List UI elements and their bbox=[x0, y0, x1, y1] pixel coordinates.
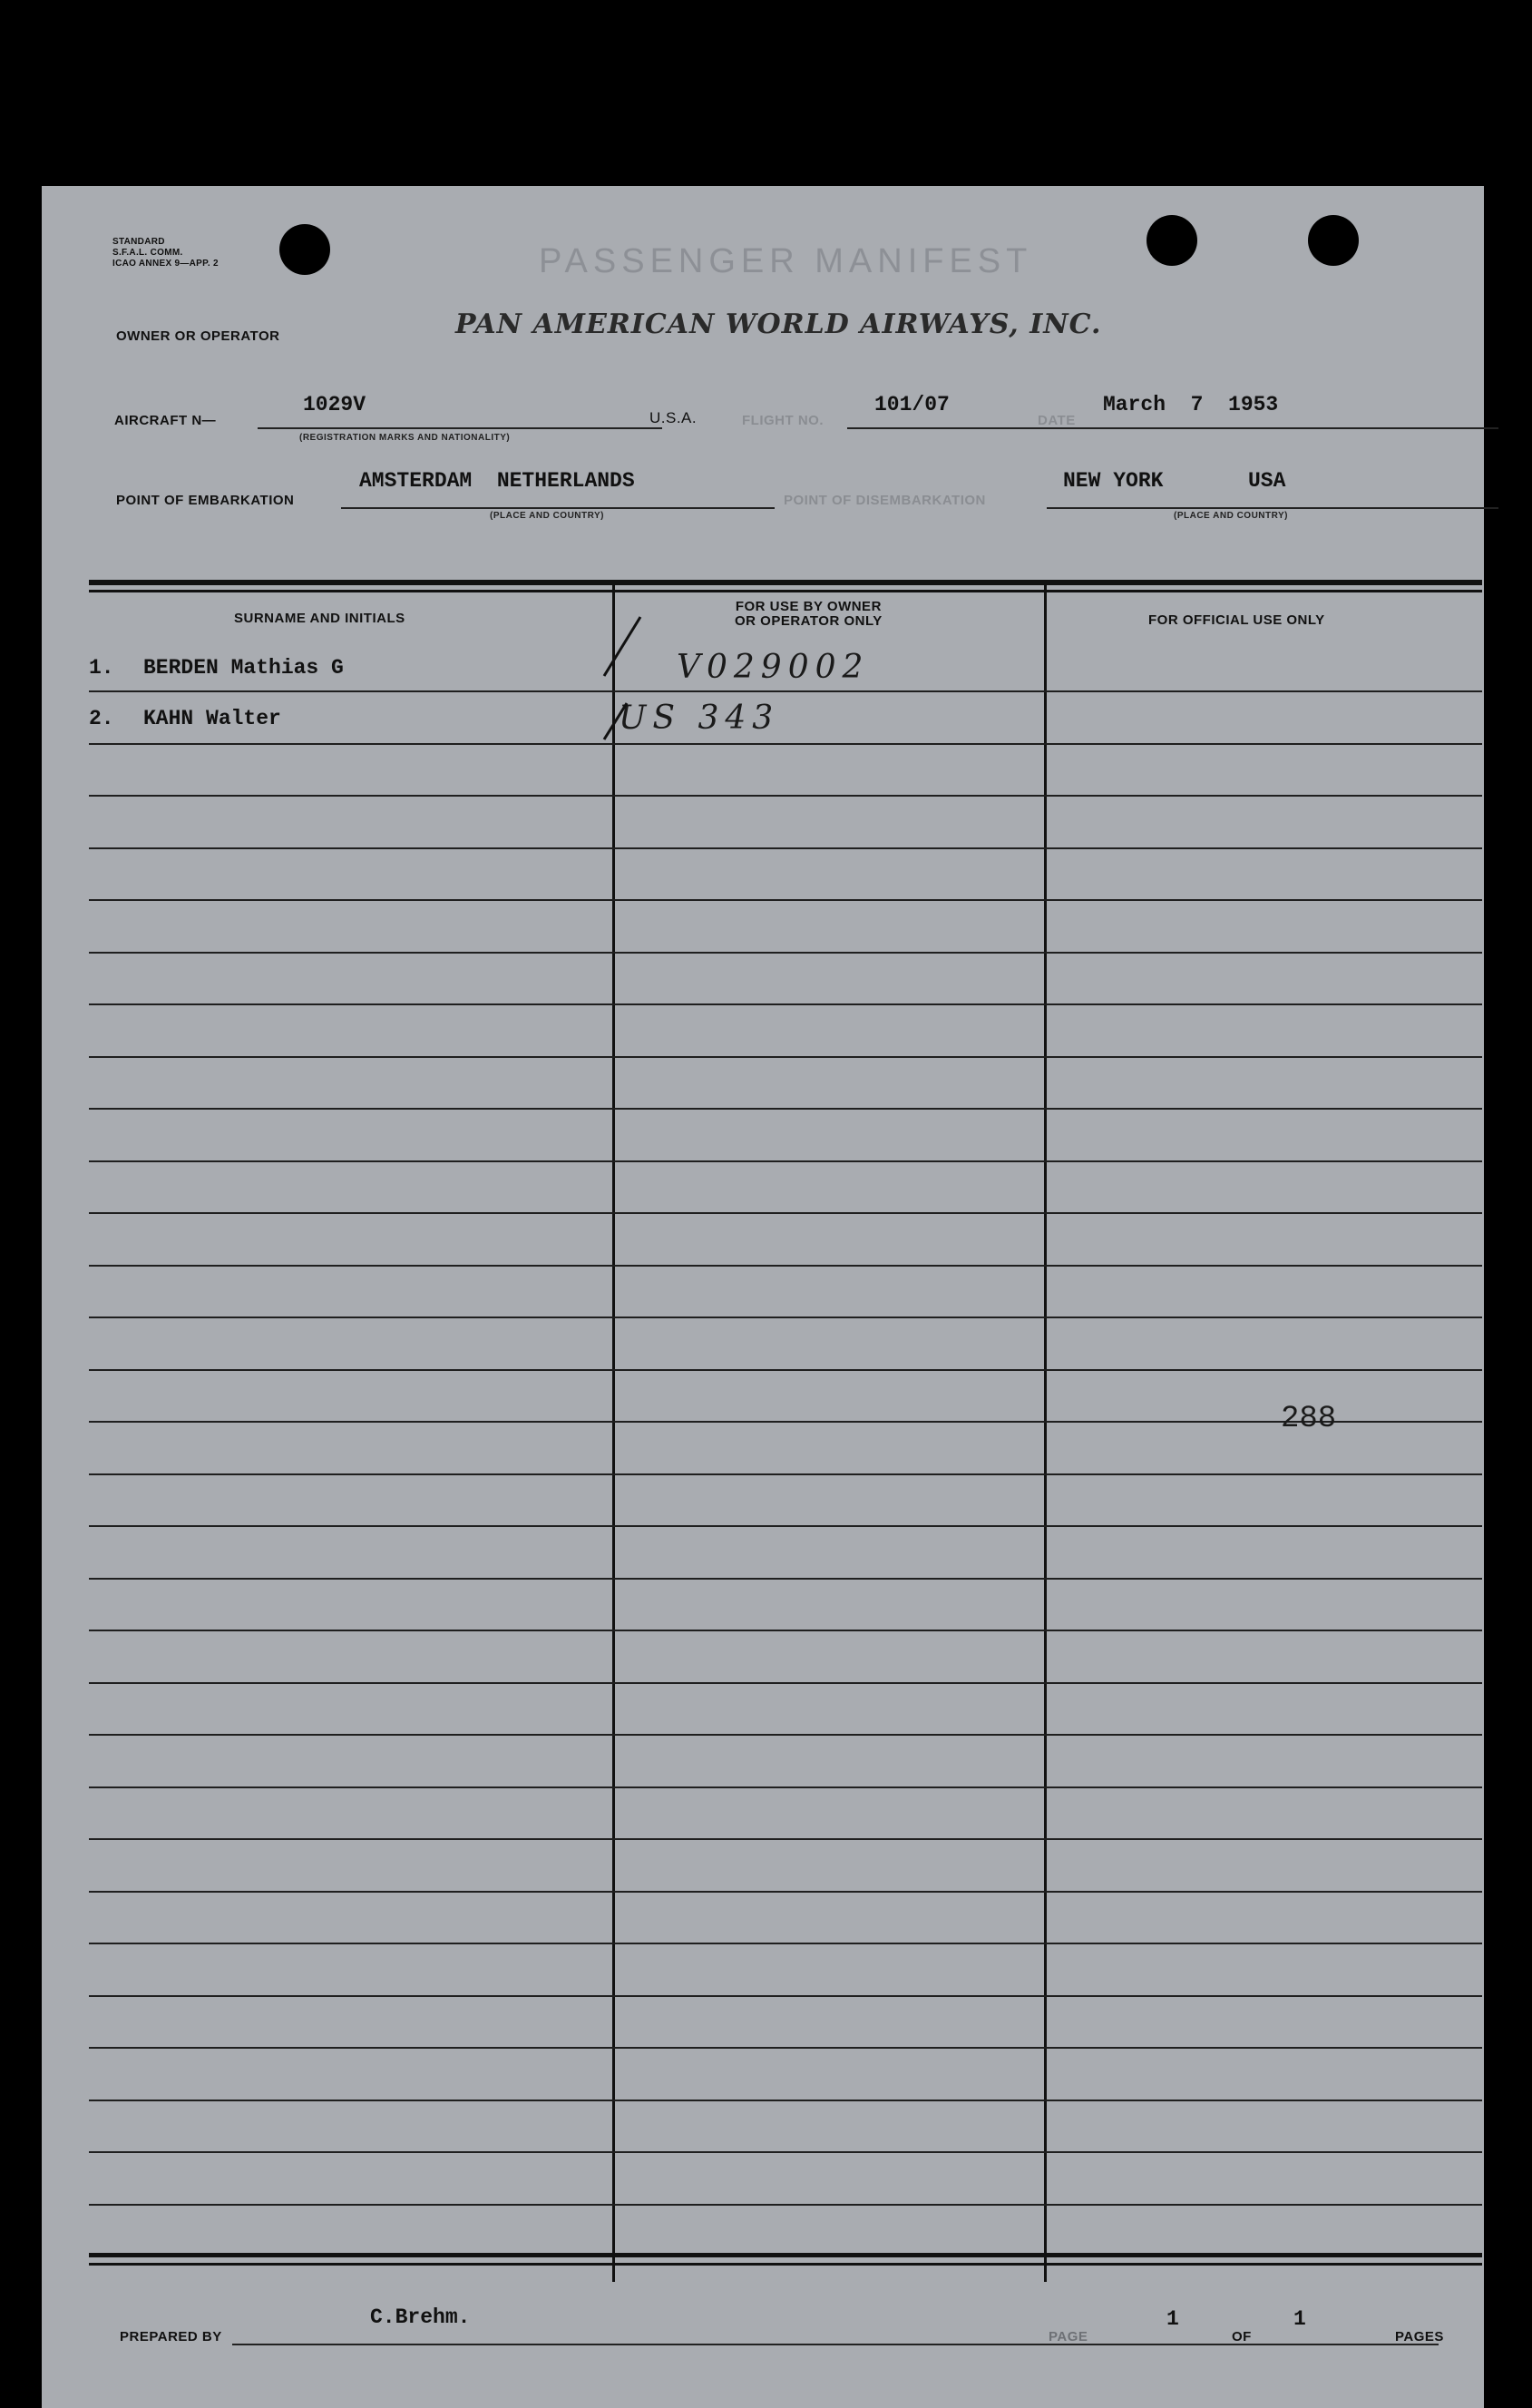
punch-hole-left bbox=[279, 224, 330, 275]
form-code-line2: S.F.A.L. COMM. bbox=[112, 248, 183, 258]
passenger-2-number: 2. bbox=[89, 707, 114, 730]
disembarkation-country: USA bbox=[1248, 469, 1286, 493]
embarkation-label: POINT OF EMBARKATION bbox=[116, 493, 295, 508]
row-line bbox=[89, 1160, 1482, 1162]
flight-label: FLIGHT NO. bbox=[742, 413, 824, 428]
row-line bbox=[89, 2151, 1482, 2153]
form-code-line1: STANDARD bbox=[112, 237, 165, 247]
passenger-1-number: 1. bbox=[89, 656, 114, 680]
flight-value: 101/07 bbox=[874, 393, 950, 416]
date-value: March 7 1953 bbox=[1103, 393, 1279, 416]
row-line bbox=[89, 1838, 1482, 1840]
footer-rule-bottom bbox=[89, 2263, 1482, 2266]
column-divider-1 bbox=[612, 585, 615, 2282]
column-header-surname: SURNAME AND INITIALS bbox=[234, 611, 405, 626]
pages-label: PAGES bbox=[1395, 2329, 1444, 2344]
row-line bbox=[89, 795, 1482, 797]
row-line bbox=[89, 1943, 1482, 1944]
row-line bbox=[89, 1108, 1482, 1110]
row-line bbox=[89, 1995, 1482, 1997]
embarkation-underline bbox=[341, 507, 775, 509]
row-line bbox=[89, 1421, 1482, 1423]
aircraft-label: AIRCRAFT N— bbox=[114, 413, 217, 428]
embarkation-caption: (PLACE AND COUNTRY) bbox=[490, 511, 604, 521]
disembarkation-label: POINT OF DISEMBARKATION bbox=[784, 493, 986, 508]
header-rule-bottom bbox=[89, 590, 1482, 592]
row-line bbox=[89, 1265, 1482, 1267]
disembarkation-caption: (PLACE AND COUNTRY) bbox=[1174, 511, 1288, 521]
column-header-owner-use bbox=[735, 600, 883, 629]
page-label: PAGE bbox=[1049, 2329, 1088, 2344]
date-underline bbox=[1081, 427, 1498, 429]
disembarkation-city: NEW YORK bbox=[1063, 469, 1164, 493]
row-line bbox=[89, 1578, 1482, 1580]
passenger-1-document: V029002 bbox=[677, 649, 870, 686]
passenger-1-name: BERDEN Mathias G bbox=[143, 656, 344, 680]
row-line bbox=[89, 1630, 1482, 1631]
manifest-sheet bbox=[42, 186, 1484, 2408]
punch-hole-middle bbox=[1147, 215, 1197, 266]
owner-value: PAN AMERICAN WORLD AIRWAYS, INC. bbox=[455, 308, 1102, 340]
check-marks bbox=[586, 603, 713, 749]
row-line bbox=[89, 1369, 1482, 1371]
row-line bbox=[89, 690, 1482, 692]
row-line bbox=[89, 1473, 1482, 1475]
passenger-2-document: US 343 bbox=[619, 700, 780, 737]
of-pages-value: 1 bbox=[1293, 2307, 1306, 2331]
footer-rule-top bbox=[89, 2253, 1482, 2257]
row-line bbox=[89, 1891, 1482, 1893]
row-line bbox=[89, 847, 1482, 849]
registration-caption: (REGISTRATION MARKS AND NATIONALITY) bbox=[299, 433, 511, 443]
column-header-official-use: FOR OFFICIAL USE ONLY bbox=[1148, 612, 1325, 628]
date-label: DATE bbox=[1038, 413, 1076, 428]
row-line bbox=[89, 2100, 1482, 2101]
row-line bbox=[89, 1786, 1482, 1788]
page-value: 1 bbox=[1166, 2307, 1179, 2331]
aircraft-value: 1029V bbox=[303, 393, 366, 416]
form-title: PASSENGER MANIFEST bbox=[539, 242, 1033, 280]
row-line bbox=[89, 899, 1482, 901]
prepared-by-underline bbox=[232, 2344, 1094, 2345]
disembarkation-underline bbox=[1047, 507, 1498, 509]
row-line bbox=[89, 1003, 1482, 1005]
punch-hole-right bbox=[1308, 215, 1359, 266]
usa-label: U.S.A. bbox=[649, 409, 698, 426]
header-rule-top bbox=[89, 580, 1482, 585]
row-line bbox=[89, 1734, 1482, 1736]
of-label: OF bbox=[1232, 2329, 1252, 2344]
row-line bbox=[89, 2204, 1482, 2206]
embarkation-value: AMSTERDAM NETHERLANDS bbox=[359, 469, 635, 493]
row-line bbox=[89, 743, 1482, 745]
row-line bbox=[89, 1317, 1482, 1318]
prepared-by-label: PREPARED BY bbox=[120, 2329, 222, 2344]
row-line bbox=[89, 1682, 1482, 1684]
row-line bbox=[89, 1525, 1482, 1527]
passenger-2-name: KAHN Walter bbox=[143, 707, 281, 730]
official-use-number: 288 bbox=[1281, 1402, 1337, 1436]
form-code-line3: ICAO ANNEX 9—APP. 2 bbox=[112, 259, 219, 269]
owner-label: OWNER OR OPERATOR bbox=[116, 328, 280, 344]
column-header-owner-use-line1: FOR USE BY OWNER bbox=[735, 599, 882, 614]
row-line bbox=[89, 2047, 1482, 2049]
row-line bbox=[89, 952, 1482, 954]
row-line bbox=[89, 1212, 1482, 1214]
column-header-owner-use-line2: OR OPERATOR ONLY bbox=[735, 613, 883, 629]
aircraft-underline bbox=[258, 427, 662, 429]
row-line bbox=[89, 1056, 1482, 1058]
prepared-by-value: C.Brehm. bbox=[370, 2305, 471, 2329]
form-code bbox=[112, 237, 219, 269]
column-divider-2 bbox=[1044, 585, 1047, 2282]
